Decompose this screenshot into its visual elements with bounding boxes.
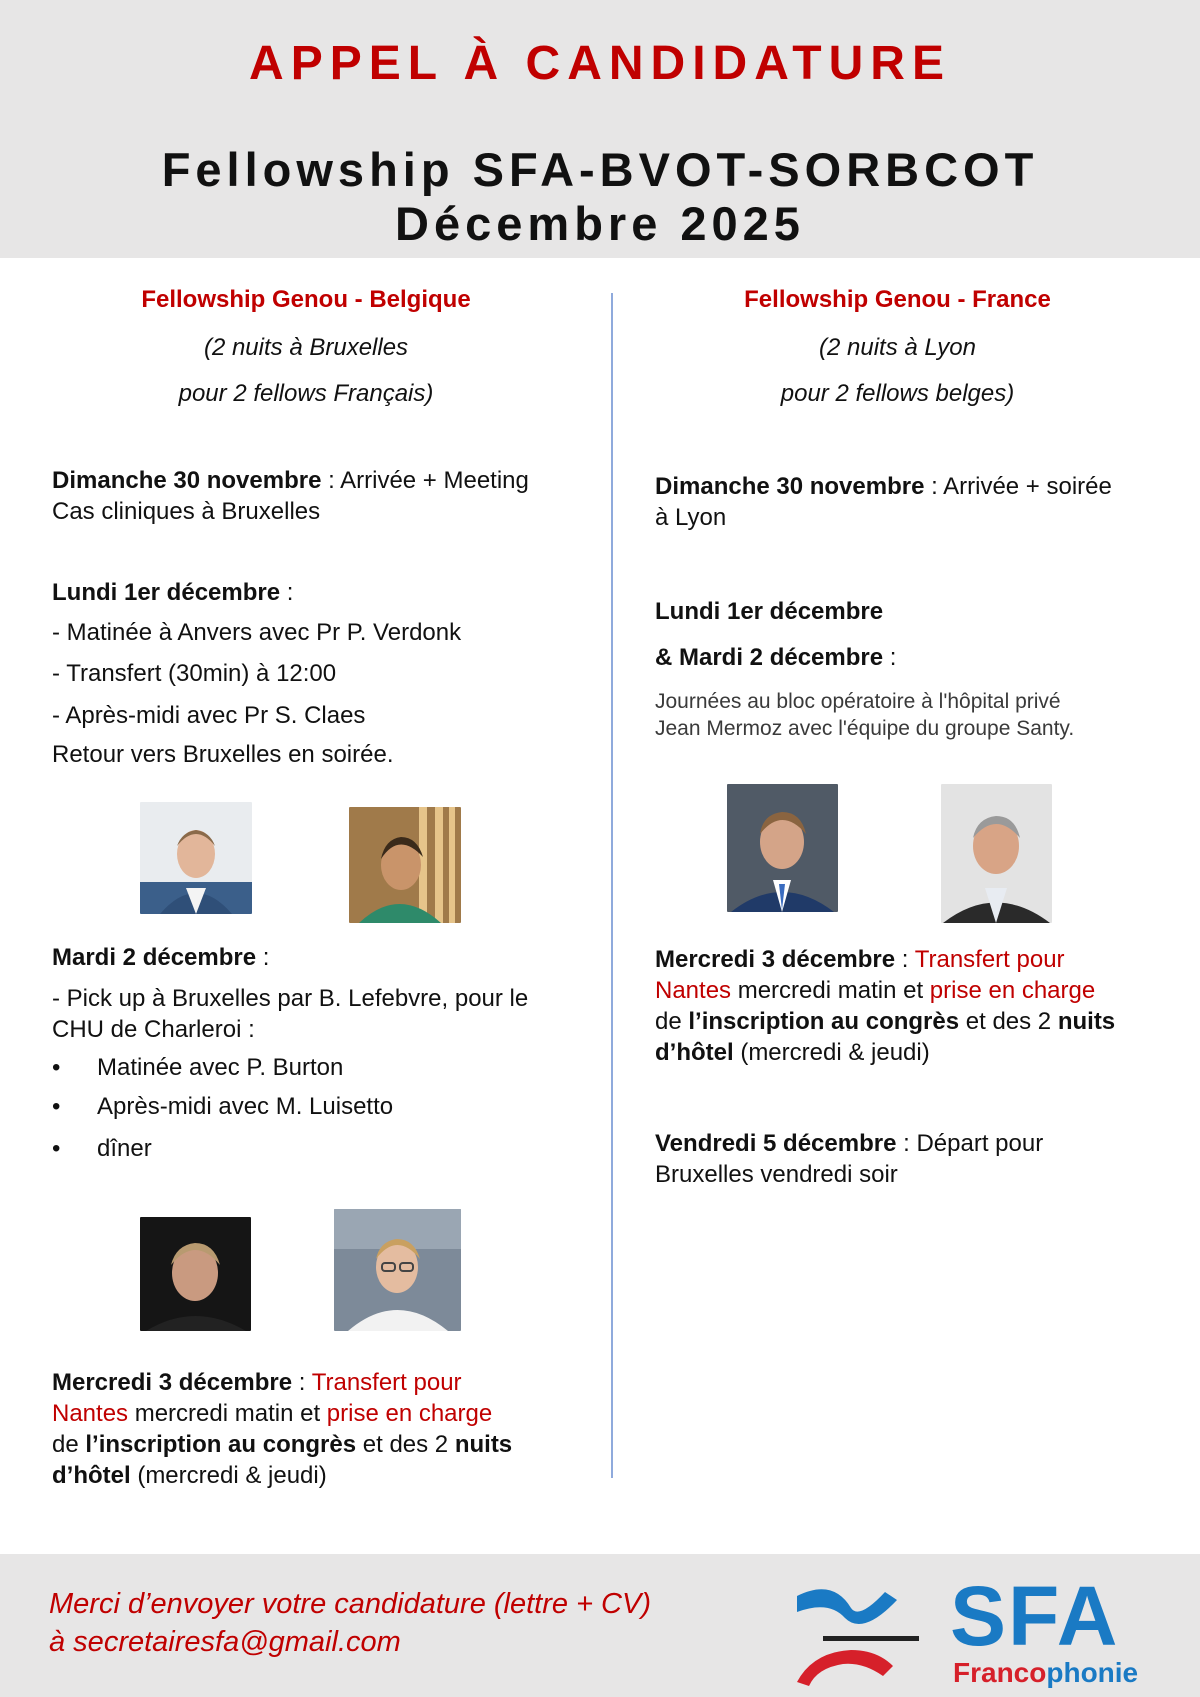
left-wednesday: Mercredi 3 décembre : Transfert pour Nantes mercredi matin et prise en charge de l’inscription au congrès et des 2 nuits d’hôtel (mercredi & jeudi) [52, 1369, 513, 1489]
portrait-photo [727, 784, 838, 912]
left-tuesday-text [52, 983, 612, 1045]
left-tuesday-day: Mardi 2 décembre [52, 944, 257, 971]
right-wednesday: Mercredi 3 décembre : Transfert pour Nantes mercredi matin et prise en charge de l’inscription au congrès et des 2 nuits d’hôtel (mercredi & jeudi) [655, 946, 1116, 1066]
left-monday-item: Retour vers Bruxelles en soirée. [52, 741, 394, 768]
left-monday [52, 577, 293, 608]
header-banner [0, 0, 1200, 258]
left-sunday-text1: : Arrivée + Meeting [321, 467, 529, 494]
left-sunday-day: Dimanche 30 novembre [52, 467, 322, 494]
left-tuesday-line2: CHU de Charleroi : [52, 1016, 255, 1043]
portrait-photo [349, 807, 461, 923]
left-sunday [52, 465, 612, 527]
portrait-photo [140, 802, 252, 914]
right-bloc-text: Journées au bloc opératoire à l'hôpital privé Jean Mermoz avec l'équipe du groupe Santy. [655, 690, 1075, 740]
sfa-swoosh-icon [793, 1578, 923, 1688]
left-tuesday [52, 942, 269, 973]
left-monday-item: - Après-midi avec Pr S. Claes [52, 702, 366, 729]
footer-banner [0, 1554, 1200, 1697]
left-heading: Fellowship Genou - Belgique [141, 286, 471, 313]
left-monday-item: - Transfert (30min) à 12:00 [52, 660, 337, 687]
portrait-photo [140, 1217, 251, 1331]
bullet-icon: • [52, 1135, 61, 1162]
left-sunday-text2: Cas cliniques à Bruxelles [52, 498, 321, 525]
right-friday: Vendredi 5 décembre : Départ pour Bruxelles vendredi soir [655, 1130, 1044, 1188]
right-sunday-day: Dimanche 30 novembre [655, 473, 925, 500]
fellowship-title: Fellowship SFA-BVOT-SORBCOT [161, 143, 1039, 196]
right-sub1: (2 nuits à Lyon [819, 334, 976, 361]
footer-instruction: Merci d’envoyer votre candidature (lettre + CV) [49, 1588, 652, 1620]
sfa-logo-text: SFA [950, 1569, 1120, 1663]
right-tuesday: & Mardi 2 décembre : [655, 644, 897, 671]
call-title: APPEL À CANDIDATURE [249, 37, 951, 90]
left-monday-colon: : [280, 579, 294, 606]
footer-email[interactable]: à secretairesfa@gmail.com [49, 1626, 401, 1658]
portrait-photo [334, 1209, 461, 1331]
right-heading: Fellowship Genou - France [744, 286, 1051, 313]
left-tuesday-line1: - Pick up à Bruxelles par B. Lefebvre, pour le [52, 985, 529, 1012]
left-sub1: (2 nuits à Bruxelles [203, 334, 409, 361]
portrait-photo [941, 784, 1052, 923]
left-monday-day: Lundi 1er décembre [52, 579, 281, 606]
left-tuesday-colon: : [256, 944, 270, 971]
fellowship-date: Décembre 2025 [395, 197, 805, 250]
left-wed-day: Mercredi 3 décembre [52, 1369, 293, 1396]
bullet-icon: • [52, 1093, 61, 1120]
francophonie-logo-text: Francophonie [953, 1657, 1139, 1688]
right-monday-day: Lundi 1er décembre [655, 598, 884, 625]
bullet-icon: • [52, 1054, 61, 1081]
right-sub2: pour 2 fellows belges) [780, 380, 1015, 407]
left-sub2: pour 2 fellows Français) [178, 380, 434, 407]
left-monday-item: - Matinée à Anvers avec Pr P. Verdonk [52, 619, 462, 646]
right-sunday: Dimanche 30 novembre : Arrivée + soirée à Lyon [655, 473, 1112, 531]
